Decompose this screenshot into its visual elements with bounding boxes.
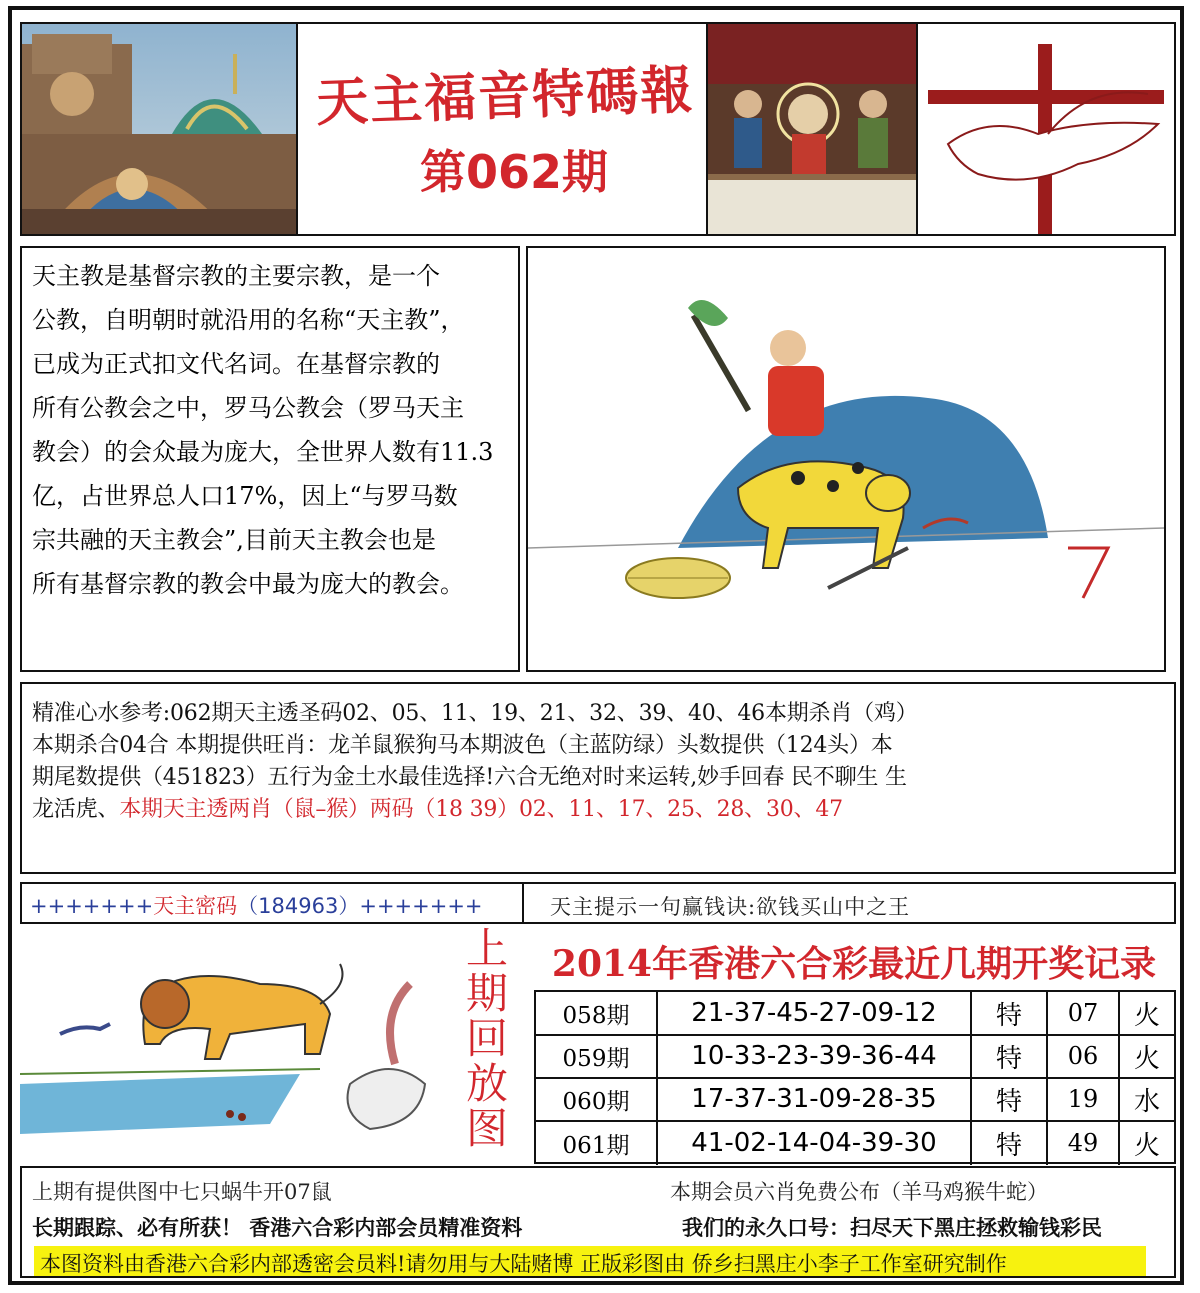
review-label [446,926,528,1162]
element-cell: 水 [1133,1086,1160,1117]
intro-line: 天主教是基督宗教的主要宗教，是一个 [32,262,440,290]
table-row [536,1035,1174,1079]
reference-line-1: 精准心水参考:062期天主透圣码02、05、11、19、21、32、39、40、46本期杀肖（鸡） [32,701,918,726]
footer-box [20,1166,1176,1278]
records-title: 2014年香港六合彩最近几期开奖记录 [551,943,1157,985]
numbers-cell: 10-33-23-39-36-44 [658,1035,972,1077]
lion-illustration [20,924,440,1160]
footer-left-2: 长期跟踪、必有所获！ 香港六合彩内部会员精准资料 [32,1215,523,1240]
footer-banner [34,1246,1146,1276]
reference-line-3: 期尾数提供（451823）五行为金土水最佳选择!六合无绝对时来运转,妙手回春 民不聊生 生 [32,765,907,790]
footer-left-1: 上期有提供图中七只蜗牛开07鼠 [32,1180,332,1204]
reference-line-2: 本期杀合04合 本期提供旺肖：龙羊鼠猴狗马本期波色（主蓝防绿）头数提供（124头）本 [32,733,893,758]
review-char: 放 [465,1059,508,1108]
intro-line: 所有公教会之中，罗马公教会（罗马天主 [32,394,464,422]
footer-right-1: 本期会员六肖免费公布（羊马鸡猴牛蛇） [670,1180,1048,1204]
illustration-digit: 7 [1088,588,1089,589]
footer-banner-text: 本图资料由香港六合彩内部透密会员料!请勿用与大陆赌博 正版彩图由 侨乡扫黑庄小李子工作室研究制作 [40,1252,1007,1276]
review-char: 上 [465,924,508,973]
element-cell: 火 [1133,1000,1160,1031]
review-char: 期 [465,969,508,1018]
review-char: 回 [465,1014,508,1063]
code-plus-right: +++++++ [359,894,483,918]
intro-line: 公教，自明朝时就沿用的名称“天主教”， [32,306,465,334]
intro-line: 教会）的会众最为庞大，全世界人数有11.3 [32,438,494,466]
dog-boy-illustration [526,246,1166,672]
issue-number: 第062期 [420,145,609,199]
numbers-cell: 17-37-31-09-28-35 [658,1078,972,1120]
tip-box [522,882,1176,924]
special-cell: 49 [1048,1121,1120,1165]
code-plus-left: +++++++ [30,894,154,918]
reference-line-4-highlight: 本期天主透两肖（鼠–猴）两码（18 39）02、11、17、25、28、30、47 [119,797,843,822]
last-supper-image [706,22,918,236]
records-table [534,990,1176,1164]
te-cell: 特 [972,1078,1048,1120]
element-cell: 火 [1133,1130,1160,1161]
intro-line: 所有基督宗教的教会中最为庞大的教会。 [32,570,464,598]
review-char: 图 [465,1104,508,1153]
element-cell: 火 [1133,1043,1160,1074]
cathedral-image [20,22,298,236]
te-cell: 特 [972,1121,1048,1165]
period-cell: 059期 [536,1035,658,1077]
numbers-cell: 41-02-14-04-39-30 [658,1121,972,1165]
te-cell: 特 [972,992,1048,1034]
masthead-title: 天主福音特碼報 [315,60,696,134]
numbers-cell: 21-37-45-27-09-12 [658,992,972,1034]
table-row [536,1121,1174,1165]
table-row [536,1078,1174,1122]
masthead [296,22,708,236]
intro-text-box [20,246,520,672]
special-cell: 07 [1048,992,1120,1034]
cross-dove-image [916,22,1176,236]
code-value: （184963） [237,894,360,918]
intro-line: 已成为正式扣文代名词。在基督宗教的 [32,350,440,378]
table-row [536,992,1174,1036]
te-cell: 特 [972,1035,1048,1077]
special-cell: 06 [1048,1035,1120,1077]
reference-box [20,682,1176,874]
reference-line-4-prefix: 龙活虎、 [32,797,120,822]
secret-code-box [20,882,524,924]
period-cell: 060期 [536,1078,658,1120]
period-cell: 061期 [536,1121,658,1165]
code-label: 天主密码 [153,894,238,918]
intro-line: 亿，占世界总人口17%，因上“与罗马数 [32,482,458,510]
tip-text: 天主提示一句赢钱诀:欲钱买山中之王 [550,895,911,919]
special-cell: 19 [1048,1078,1120,1120]
footer-right-2: 我们的永久口号：扫尽天下黑庄拯救输钱彩民 [682,1215,1102,1240]
intro-line: 宗共融的天主教会”,目前天主教会也是 [32,526,436,554]
period-cell: 058期 [536,992,658,1034]
